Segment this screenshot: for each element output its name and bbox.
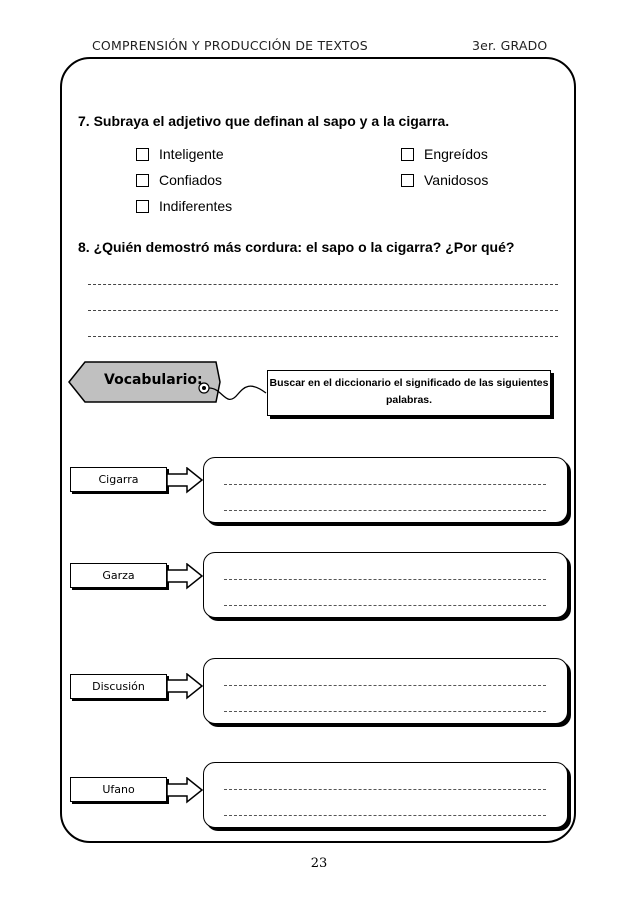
vocabulary-label: Vocabulario: <box>104 372 203 388</box>
answer-box-discusion[interactable] <box>203 658 568 724</box>
answer-line[interactable] <box>224 484 546 485</box>
checkbox[interactable] <box>136 200 149 213</box>
word-box-cigarra: Cigarra <box>70 467 167 492</box>
word-box-garza: Garza <box>70 563 167 588</box>
option-inteligente[interactable] <box>136 146 224 162</box>
answer-line[interactable] <box>224 711 546 712</box>
answer-line[interactable] <box>88 310 558 311</box>
answer-box-ufano[interactable] <box>203 762 568 828</box>
arrow-right-icon <box>166 563 206 591</box>
answer-line[interactable] <box>224 605 546 606</box>
answer-line[interactable] <box>88 284 558 285</box>
header-grade: 3er. GRADO <box>472 38 548 53</box>
answer-line[interactable] <box>224 789 546 790</box>
word-box-ufano: Ufano <box>70 777 167 802</box>
header-title: COMPRENSIÓN Y PRODUCCIÓN DE TEXTOS <box>92 38 368 53</box>
option-label: Indiferentes <box>159 198 233 214</box>
answer-line[interactable] <box>224 815 546 816</box>
answer-box-garza[interactable] <box>203 552 568 618</box>
checkbox[interactable] <box>401 174 414 187</box>
arrow-right-icon <box>166 467 206 495</box>
option-confiados[interactable] <box>136 172 222 188</box>
checkbox[interactable] <box>136 174 149 187</box>
option-engreidos[interactable] <box>401 146 488 162</box>
question-8: 8. ¿Quién demostró más cordura: el sapo o la cigarra? ¿Por qué? <box>78 239 515 255</box>
question-7: 7. Subraya el adjetivo que definan al sapo y a la cigarra. <box>78 113 450 129</box>
checkbox[interactable] <box>401 148 414 161</box>
page-number: 23 <box>310 856 328 871</box>
answer-line[interactable] <box>224 685 546 686</box>
word-box-discusion: Discusión <box>70 674 167 699</box>
option-vanidosos[interactable] <box>401 172 488 188</box>
checkbox[interactable] <box>136 148 149 161</box>
option-label: Engreídos <box>424 146 488 162</box>
arrow-right-icon <box>166 777 206 805</box>
arrow-right-icon <box>166 673 206 701</box>
answer-box-cigarra[interactable] <box>203 457 568 523</box>
option-label: Inteligente <box>159 146 224 162</box>
option-label: Vanidosos <box>424 172 489 188</box>
answer-line[interactable] <box>224 579 546 580</box>
option-indiferentes[interactable] <box>136 198 232 214</box>
answer-line[interactable] <box>88 336 558 337</box>
vocabulary-instruction: Buscar en el diccionario el significado de las siguientes palabras. <box>267 370 551 416</box>
answer-line[interactable] <box>224 510 546 511</box>
option-label: Confiados <box>159 172 223 188</box>
